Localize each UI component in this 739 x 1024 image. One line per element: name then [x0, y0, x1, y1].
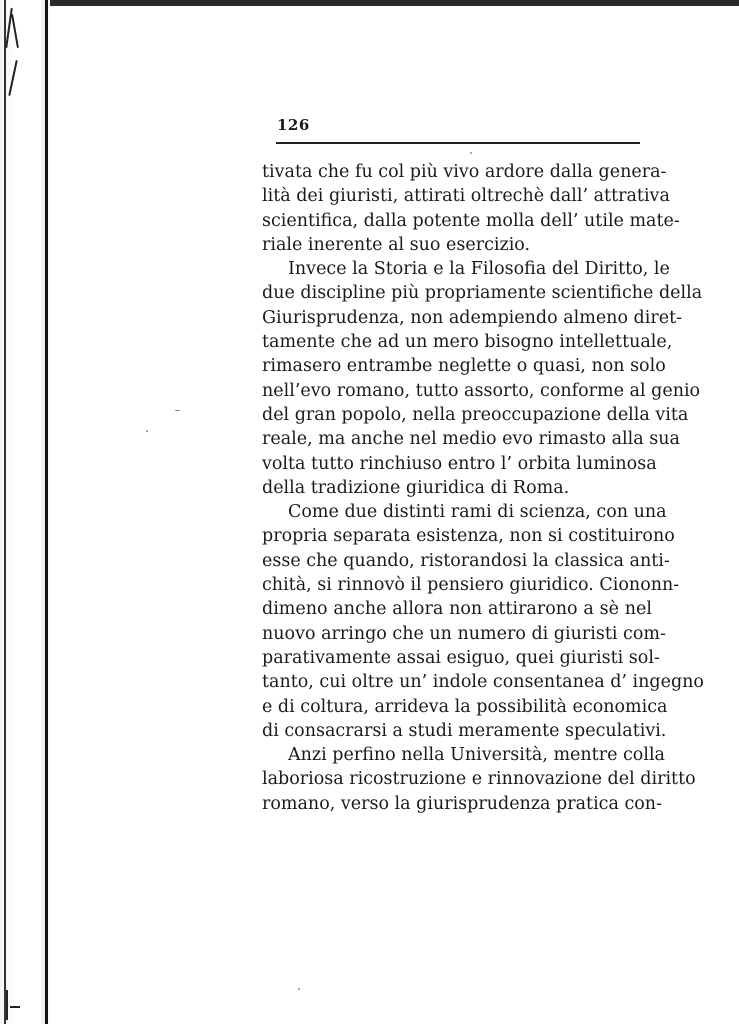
scan-speck [298, 988, 300, 990]
scan-speck [175, 410, 180, 411]
scan-top-edge [0, 0, 739, 6]
page-number: 126 [277, 116, 310, 134]
text-line: riale inerente al suo esercizio. [262, 234, 531, 255]
text-line: due discipline più propriamente scientifiche della [262, 283, 703, 304]
binding-edge-line [4, 0, 6, 1024]
text-line: lità dei giuristi, attirati oltrechè dall’ attrativa [262, 186, 670, 207]
text-line: chità, si rinnovò il pensiero giuridico. Ciononn- [262, 575, 680, 596]
text-line: della tradizione giuridica di Roma. [262, 477, 570, 498]
text-line: Come due distinti rami di scienza, con una [288, 502, 667, 523]
scan-speck [470, 152, 472, 154]
text-line: propria separata esistenza, non si costituirono [262, 526, 675, 547]
text-line: del gran popolo, nella preoccupazione della vita [262, 404, 689, 425]
text-line: Giurisprudenza, non adempiendo almeno diret- [262, 307, 683, 328]
text-line: tamente che ad un mero bisogno intellettuale, [262, 332, 673, 353]
text-line: rimasero entrambe neglette o quasi, non solo [262, 356, 666, 377]
text-line: di consacrarsi a studi meramente speculativi. [262, 720, 667, 741]
text-line: reale, ma anche nel medio evo rimasto alla sua [262, 429, 680, 450]
binding-mark [10, 1006, 20, 1008]
text-line: esse che quando, ristorandosi la classica anti- [262, 550, 670, 571]
text-line: romano, verso la giurisprudenza pratica con- [262, 793, 662, 814]
text-line: Anzi perfino nella Università, mentre colla [288, 745, 665, 766]
paragraph-3 [262, 500, 704, 743]
header-rule [276, 142, 640, 144]
text-line: nuovo arringo che un numero di giuristi com- [262, 623, 666, 644]
binding-fold-line [45, 0, 48, 1024]
text-line: Invece la Storia e la Filosofia del Diritto, le [288, 259, 670, 280]
paragraph-4 [262, 743, 696, 816]
text-line: e di coltura, arrideva la possibilità economica [262, 696, 668, 717]
text-line: parativamente assai esiguo, quei giuristi sol- [262, 647, 660, 668]
scan-speck [146, 430, 148, 432]
text-line: dimeno anche allora non attirarono a sè nel [262, 599, 652, 620]
binding-mark [11, 14, 19, 48]
text-line: laboriosa ricostruzione e rinnovazione del diritto [262, 769, 696, 790]
binding-mark [6, 990, 8, 1020]
binding-mark [8, 60, 17, 96]
text-line: scientifica, dalla potente molla dell’ utile mate- [262, 210, 680, 231]
body-text [262, 160, 704, 816]
book-binding-gutter [0, 0, 50, 1024]
text-line: tanto, cui oltre un’ indole consentanea d’ ingegno [262, 672, 704, 693]
text-line: volta tutto rinchiuso entro l’ orbita luminosa [262, 453, 657, 474]
paragraph-2 [262, 257, 703, 500]
text-line: nell’evo romano, tutto assorto, conforme al genio [262, 380, 701, 401]
text-line: tivata che fu col più vivo ardore dalla genera- [262, 162, 667, 182]
paragraph-1 [262, 160, 680, 257]
